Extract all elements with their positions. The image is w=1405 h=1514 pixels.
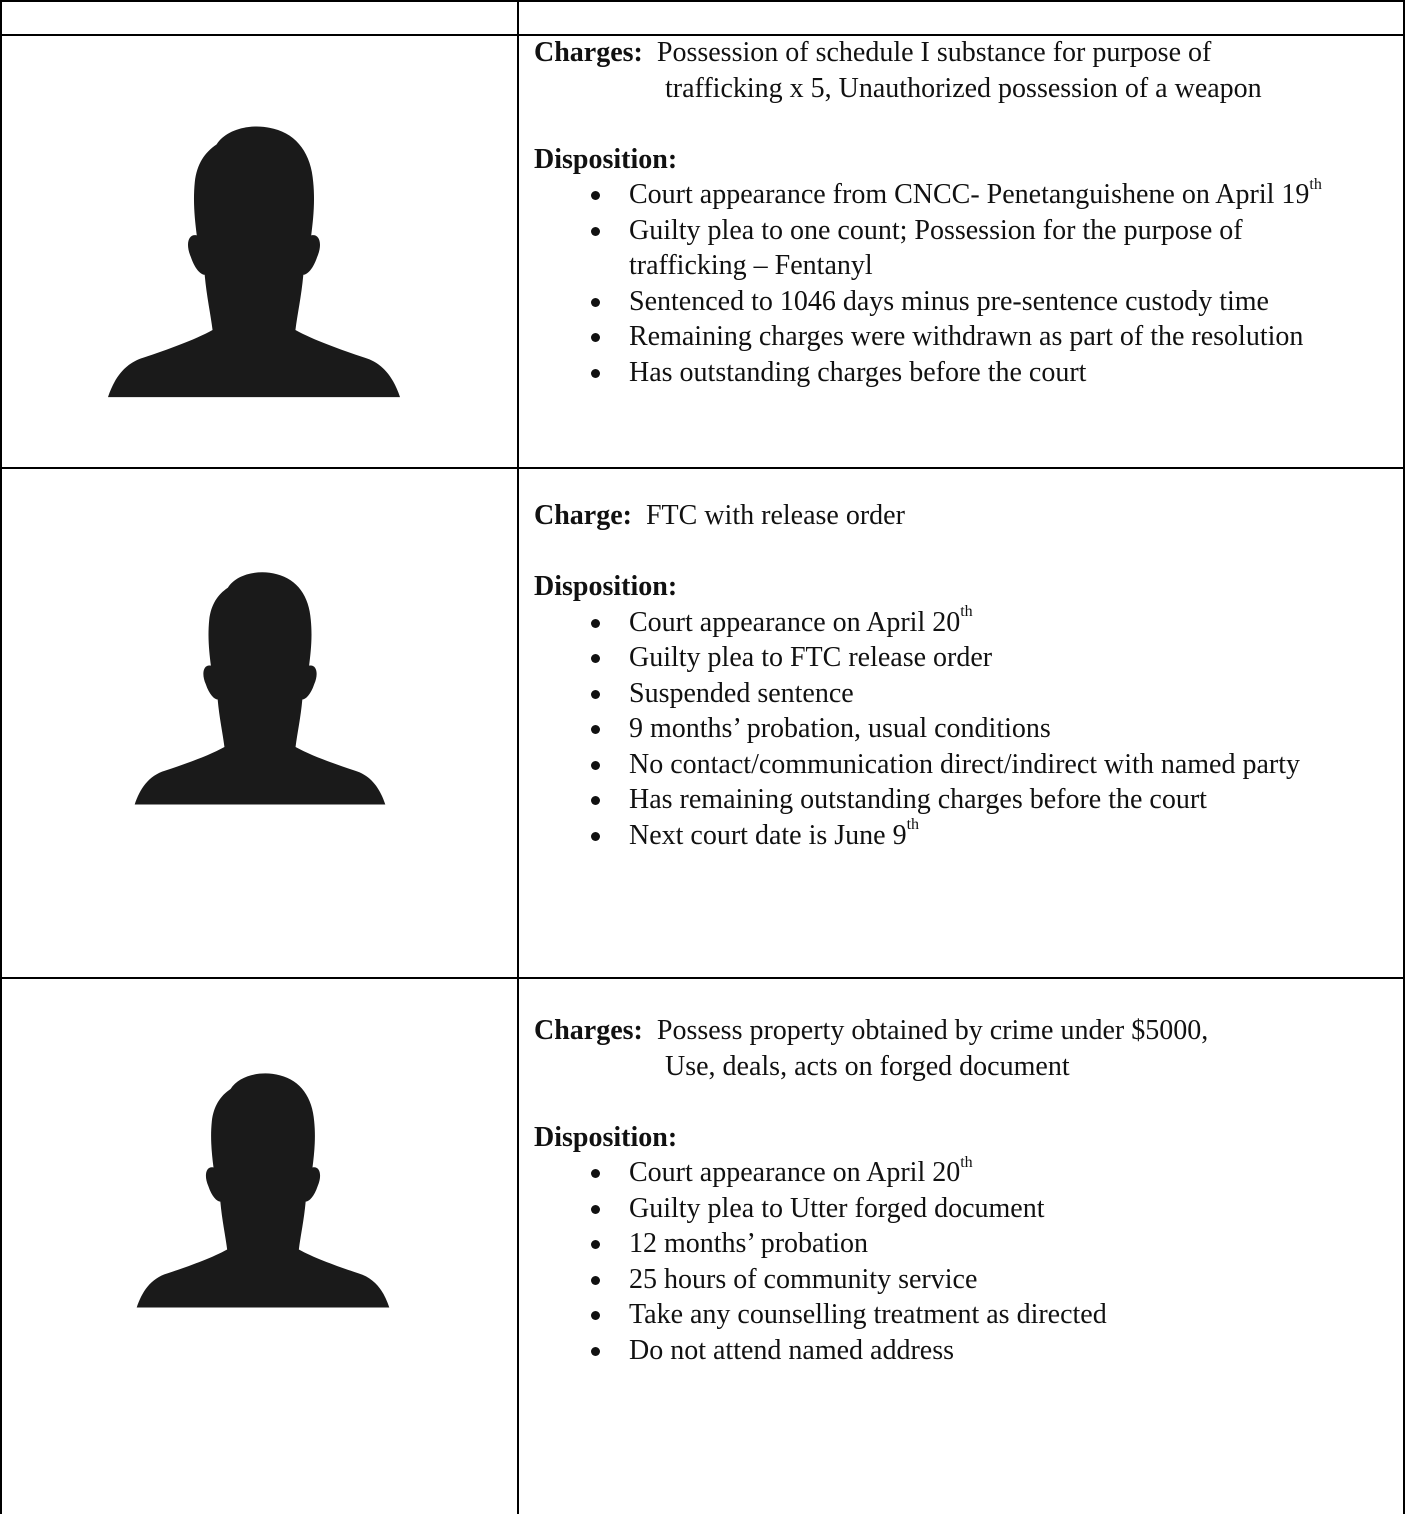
list-item: Do not attend named address — [534, 1333, 1394, 1369]
disposition-list — [534, 605, 1394, 854]
table-divider-vertical — [517, 0, 519, 1514]
disposition-label: Disposition: — [534, 143, 678, 175]
disposition-list — [534, 1155, 1394, 1368]
charges-text: trafficking x 5, Unauthorized possession of a weapon — [665, 72, 1262, 104]
list-item: Sentenced to 1046 days minus pre-sentence custody time — [534, 284, 1394, 320]
list-item: Guilty plea to Utter forged document — [534, 1191, 1394, 1227]
row-divider — [0, 977, 1405, 979]
charges-text: Possession of schedule I substance for purpose of — [656, 37, 1212, 68]
list-item: Guilty plea to one count; Possession for the purpose of — [534, 213, 1394, 249]
charges-label: Charges: — [534, 37, 643, 68]
list-item: Guilty plea to FTC release order — [534, 640, 1394, 676]
person-silhouette-icon — [135, 1065, 391, 1311]
list-item-continuation: trafficking – Fentanyl — [629, 250, 873, 281]
list-item: Remaining charges were withdrawn as part of the resolution — [534, 319, 1394, 355]
charges-label: Charge: — [534, 500, 632, 531]
row-divider — [0, 467, 1405, 469]
disposition-label: Disposition: — [534, 1121, 678, 1153]
list-item: Court appearance on April 20th — [534, 1155, 1394, 1191]
record-1-details — [534, 35, 1394, 390]
record-2-details — [534, 498, 1394, 853]
list-item: Next court date is June 9th — [534, 818, 1394, 854]
person-silhouette-icon — [106, 118, 402, 400]
person-silhouette-icon — [133, 564, 387, 808]
list-item: Court appearance from CNCC- Penetanguishene on April 19th — [534, 177, 1394, 213]
list-item: 25 hours of community service — [534, 1262, 1394, 1298]
charges-line — [534, 498, 1394, 534]
list-item: Suspended sentence — [534, 676, 1394, 712]
charges-line — [534, 1013, 1394, 1049]
table-border-left — [0, 0, 2, 1514]
charges-text: FTC with release order — [645, 500, 905, 531]
list-item: Has outstanding charges before the court — [534, 355, 1394, 391]
list-item: 9 months’ probation, usual conditions — [534, 711, 1394, 747]
list-item: 12 months’ probation — [534, 1226, 1394, 1262]
disposition-label: Disposition: — [534, 571, 678, 602]
list-item: No contact/communication direct/indirect with named party — [534, 747, 1394, 783]
record-3-details — [534, 1013, 1394, 1368]
list-item: Take any counselling treatment as directed — [534, 1297, 1394, 1333]
charges-line — [534, 35, 1394, 71]
table-border-top — [0, 0, 1405, 2]
disposition-list — [534, 177, 1394, 390]
charges-text: Possess property obtained by crime under $5000, — [656, 1015, 1209, 1046]
list-item: Court appearance on April 20th — [534, 605, 1394, 641]
list-item: Has remaining outstanding charges before the court — [534, 782, 1394, 818]
charges-label: Charges: — [534, 1015, 643, 1046]
charges-text: Use, deals, acts on forged document — [665, 1050, 1070, 1082]
